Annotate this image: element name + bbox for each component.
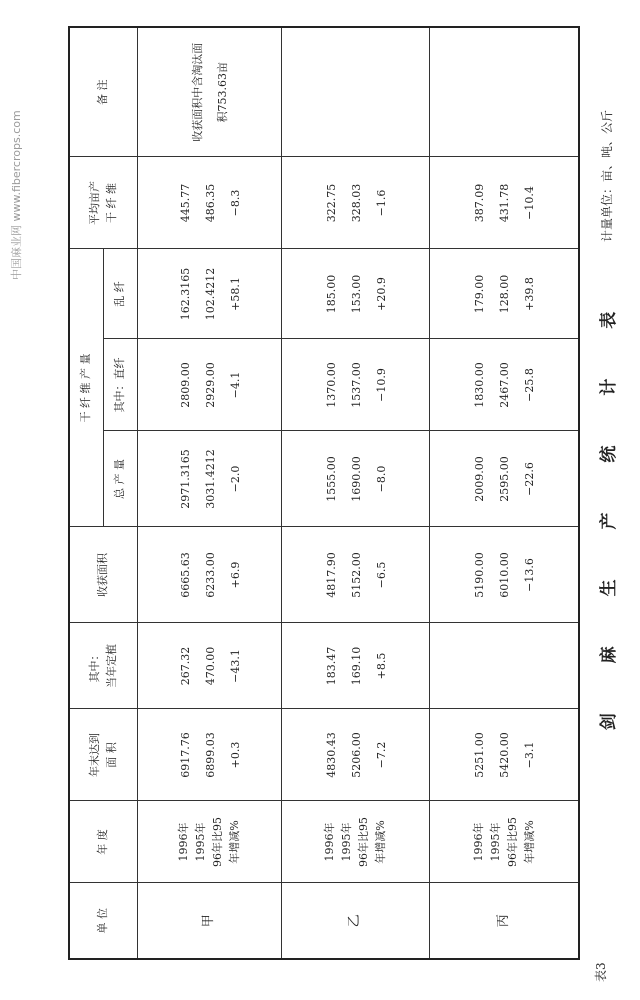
header-planted-line1: 其中： bbox=[88, 649, 102, 683]
value-1995: 6233.00 bbox=[203, 552, 217, 598]
value-1996: 322.75 bbox=[324, 183, 338, 223]
value-1995: 3031.4212 bbox=[203, 449, 217, 509]
value-1996: 179.00 bbox=[473, 274, 487, 314]
header-remarks: 备 注 bbox=[69, 27, 137, 157]
year-line: 96年比95 bbox=[357, 817, 370, 867]
value-1996: 5190.00 bbox=[473, 552, 487, 598]
remark-line bbox=[480, 28, 505, 157]
total-output-cell bbox=[137, 431, 281, 527]
straight-fiber-cell bbox=[429, 339, 579, 431]
value-1995: 153.00 bbox=[349, 274, 363, 314]
planted-cell bbox=[281, 623, 429, 709]
remark-line bbox=[356, 28, 381, 157]
sisal-production-table bbox=[68, 26, 580, 960]
harvest-cell bbox=[137, 527, 281, 623]
value-1996: 4830.43 bbox=[324, 732, 338, 778]
value-1995: 6899.03 bbox=[203, 732, 217, 778]
value-1995 bbox=[492, 624, 517, 709]
value-1996: 162.3165 bbox=[178, 267, 192, 321]
value-change: −10.4 bbox=[523, 186, 537, 220]
value-1996: 185.00 bbox=[324, 274, 338, 314]
value-1996: 2971.3165 bbox=[178, 449, 192, 509]
unit-cell: 甲 bbox=[137, 883, 281, 959]
header-avg-yield-line2: 干 纤 维 bbox=[105, 182, 119, 223]
unit-cell: 乙 bbox=[281, 883, 429, 959]
header-harvest-area: 收获面积 bbox=[69, 527, 137, 623]
header-dry-fiber-output: 干 纤 维 产 量 bbox=[69, 249, 103, 527]
value-1996: 1555.00 bbox=[324, 456, 338, 502]
header-avg-yield-line1: 平均亩产 bbox=[88, 180, 102, 225]
year-line: 1996年 bbox=[471, 822, 485, 862]
value-change: −43.1 bbox=[228, 649, 242, 683]
value-1995: 1690.00 bbox=[349, 456, 363, 502]
random-fiber-cell bbox=[137, 249, 281, 339]
value-change: −6.5 bbox=[374, 561, 388, 589]
year-line: 1995年 bbox=[488, 822, 502, 862]
value-change: −22.6 bbox=[523, 462, 537, 496]
area-cell bbox=[281, 709, 429, 801]
remark-line: 积753.63亩 bbox=[216, 61, 229, 123]
value-1996: 445.77 bbox=[178, 183, 192, 223]
value-change: −1.6 bbox=[374, 189, 388, 217]
remarks-cell bbox=[281, 27, 429, 157]
area-cell bbox=[429, 709, 579, 801]
straight-fiber-cell bbox=[137, 339, 281, 431]
value-change: −10.9 bbox=[374, 368, 388, 402]
value-1995: 2467.00 bbox=[498, 362, 512, 408]
value-1995: 102.4212 bbox=[203, 267, 217, 321]
total-output-cell bbox=[429, 431, 579, 527]
value-change: −13.6 bbox=[523, 558, 537, 592]
header-year: 年 度 bbox=[69, 801, 137, 883]
value-1996: 387.09 bbox=[473, 183, 487, 223]
units-note: 计量单位：亩、吨、公斤 bbox=[600, 109, 614, 242]
straight-fiber-cell bbox=[281, 339, 429, 431]
header-year-end-area bbox=[69, 709, 137, 801]
value-1995: 5206.00 bbox=[349, 732, 363, 778]
value-1995: 2595.00 bbox=[498, 456, 512, 502]
remarks-cell bbox=[429, 27, 579, 157]
value-change: −8.0 bbox=[374, 465, 388, 493]
value-1996: 4817.90 bbox=[324, 552, 338, 598]
harvest-cell bbox=[429, 527, 579, 623]
header-unit: 单 位 bbox=[69, 883, 137, 959]
header-total-output: 总 产 量 bbox=[103, 431, 137, 527]
value-1996 bbox=[467, 624, 492, 709]
site-watermark: 中国麻业网 www.fibercrops.com bbox=[10, 110, 23, 280]
value-1996: 1370.00 bbox=[324, 362, 338, 408]
value-1996: 5251.00 bbox=[473, 732, 487, 778]
value-1996: 6665.63 bbox=[178, 552, 192, 598]
year-line: 1995年 bbox=[340, 822, 353, 862]
value-1995: 5420.00 bbox=[498, 732, 512, 778]
remark-line: 收获面积中含淘汰面 bbox=[191, 42, 204, 142]
total-output-cell bbox=[281, 431, 429, 527]
value-1995: 169.10 bbox=[349, 646, 363, 686]
header-year-end-area-line1: 年末达到 bbox=[88, 733, 102, 777]
value-1995: 486.35 bbox=[203, 183, 217, 223]
header-planted bbox=[69, 623, 137, 709]
header-planted-line2: 当年定植 bbox=[105, 644, 119, 688]
value-1995: 2929.00 bbox=[203, 362, 217, 408]
year-cell bbox=[281, 801, 429, 883]
value-1996: 2009.00 bbox=[473, 456, 487, 502]
value-change: −4.1 bbox=[228, 371, 242, 399]
value-1995: 128.00 bbox=[498, 274, 512, 314]
year-cell bbox=[137, 801, 281, 883]
planted-cell bbox=[429, 623, 579, 709]
header-avg-yield bbox=[69, 157, 137, 249]
random-fiber-cell bbox=[281, 249, 429, 339]
year-line: 96年比95 bbox=[505, 817, 519, 867]
harvest-cell bbox=[281, 527, 429, 623]
value-change: −3.1 bbox=[523, 741, 537, 769]
unit-cell: 丙 bbox=[429, 883, 579, 959]
value-change: +6.9 bbox=[228, 561, 242, 589]
random-fiber-cell bbox=[429, 249, 579, 339]
value-1995: 431.78 bbox=[498, 183, 512, 223]
value-change: +39.8 bbox=[523, 277, 537, 311]
value-change: −25.8 bbox=[523, 368, 537, 402]
value-change: −2.0 bbox=[228, 465, 242, 493]
remark-line bbox=[505, 28, 530, 157]
value-1995: 5152.00 bbox=[349, 552, 363, 598]
area-cell bbox=[137, 709, 281, 801]
value-1996: 267.32 bbox=[178, 646, 192, 686]
value-1996: 183.47 bbox=[324, 646, 338, 686]
table-title: 剑 麻 生 产 统 计 表 bbox=[599, 289, 619, 731]
year-cell bbox=[429, 801, 579, 883]
year-line: 年增减% bbox=[374, 820, 387, 864]
table-number-label: 表3 bbox=[594, 962, 608, 982]
header-year-end-area-line2: 面 积 bbox=[105, 742, 119, 768]
value-1996: 1830.00 bbox=[473, 362, 487, 408]
year-line: 1996年 bbox=[177, 822, 190, 862]
year-line: 96年比95 bbox=[211, 817, 224, 867]
year-line: 年增减% bbox=[228, 820, 241, 864]
value-change: +0.3 bbox=[228, 741, 242, 769]
year-line: 年增减% bbox=[522, 820, 536, 864]
remark-line bbox=[331, 28, 356, 157]
value-1996: 2809.00 bbox=[178, 362, 192, 408]
year-line: 1996年 bbox=[323, 822, 336, 862]
value-change: +58.1 bbox=[228, 277, 242, 311]
avg-yield-cell bbox=[137, 157, 281, 249]
header-random-fiber: 乱 纤 bbox=[103, 249, 137, 339]
value-change: −7.2 bbox=[374, 741, 388, 769]
value-change: +8.5 bbox=[374, 652, 388, 680]
year-line: 1995年 bbox=[194, 822, 207, 862]
remarks-cell bbox=[137, 27, 281, 157]
value-1995: 1537.00 bbox=[349, 362, 363, 408]
value-change bbox=[517, 624, 542, 709]
value-1995: 470.00 bbox=[203, 646, 217, 686]
value-1995: 6010.00 bbox=[498, 552, 512, 598]
value-1995: 328.03 bbox=[349, 183, 363, 223]
value-change: +20.9 bbox=[374, 277, 388, 311]
value-1996: 6917.76 bbox=[178, 732, 192, 778]
avg-yield-cell bbox=[281, 157, 429, 249]
planted-cell bbox=[137, 623, 281, 709]
avg-yield-cell bbox=[429, 157, 579, 249]
header-straight-fiber: 其中：直纤 bbox=[103, 339, 137, 431]
value-change: −8.3 bbox=[228, 189, 242, 217]
